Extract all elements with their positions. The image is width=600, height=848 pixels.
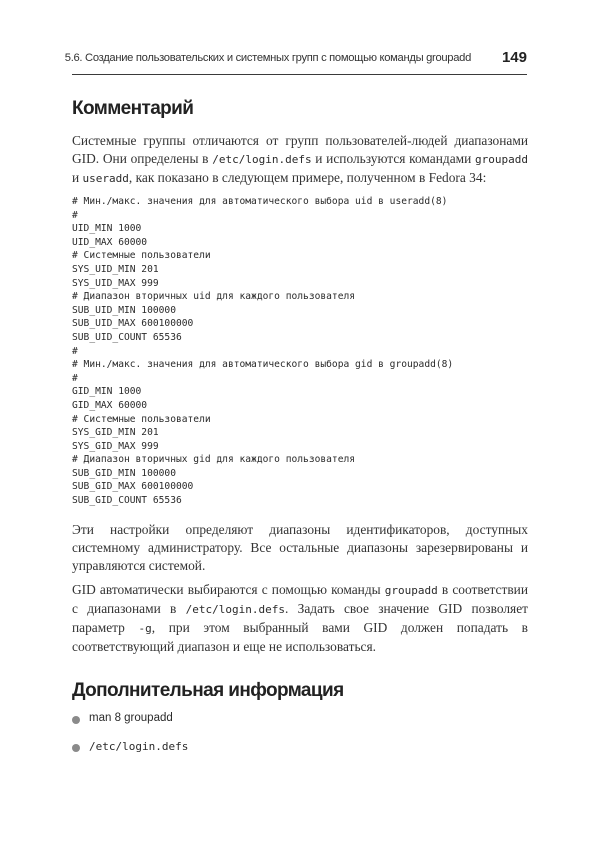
- inline-code-login-defs: /etc/login.defs: [212, 153, 312, 166]
- code-line: SUB_UID_COUNT 65536: [72, 331, 182, 343]
- code-line: # Системные пользователи: [72, 250, 211, 262]
- bullet-dot-icon: [72, 716, 80, 724]
- code-line: # Системные пользователи: [72, 413, 211, 425]
- code-line: SUB_GID_MAX 600100000: [72, 481, 194, 493]
- code-line: SUB_GID_COUNT 65536: [72, 495, 182, 507]
- bullet-dot-icon: [72, 744, 80, 752]
- code-line: SYS_UID_MIN 201: [72, 263, 159, 275]
- code-line: # Диапазон вторичных uid для каждого пользователя: [72, 291, 356, 303]
- code-line: # Диапазон вторичных gid для каждого пользователя: [72, 454, 356, 466]
- code-block-login-defs: [72, 195, 453, 508]
- running-header-title: 5.6. Создание пользовательских и системных групп с помощью команды groupadd: [64, 52, 471, 64]
- code-line: GID_MAX 60000: [72, 399, 148, 411]
- code-line: # Мин./макс. значения для автоматического выбора gid в groupadd(8): [72, 359, 454, 371]
- inline-code-login-defs-2: /etc/login.defs: [185, 603, 286, 616]
- intro-text-4: , как показано в следующем примере, полученном в Fedora 34:: [128, 170, 487, 185]
- para3-text-4: , при этом выбранный вами GID должен попадать в соответствующий диапазон и еще не использоваться.: [72, 620, 528, 654]
- code-line: SYS_GID_MAX 999: [72, 440, 159, 452]
- para3-text-1: GID автоматически выбираются с помощью команды: [72, 582, 385, 597]
- code-line: #: [72, 372, 78, 384]
- code-line: SUB_GID_MIN 100000: [72, 467, 176, 479]
- intro-text-1: Системные группы отличаются от групп пользователей-людей диапазонами GID. Они определены в: [72, 133, 528, 166]
- inline-code-groupadd-2: groupadd: [384, 584, 438, 597]
- inline-code-groupadd: groupadd: [475, 153, 528, 166]
- code-line: SUB_UID_MAX 600100000: [72, 318, 194, 330]
- running-header: [64, 48, 527, 75]
- code-line: # Мин./макс. значения для автоматического выбора uid в useradd(8): [72, 196, 448, 207]
- code-line: #: [72, 345, 78, 357]
- page-number: 149: [501, 49, 527, 66]
- section-heading-comment: Комментарий: [72, 98, 194, 119]
- paragraph-gid-selection: [72, 581, 528, 656]
- code-line: SUB_UID_MIN 100000: [72, 304, 176, 316]
- inline-code-useradd: useradd: [82, 172, 129, 185]
- code-line: SYS_UID_MAX 999: [72, 277, 159, 289]
- list-item-text: /etc/login.defs: [89, 740, 189, 753]
- para3-text-3: . Задать свое значение GID позволяет параметр: [72, 601, 528, 635]
- code-line: UID_MAX 60000: [72, 236, 148, 248]
- code-line: UID_MIN 1000: [72, 223, 142, 235]
- intro-paragraph: [72, 132, 528, 188]
- para3-text-2: в соответствии с диапазонами в: [72, 582, 528, 616]
- intro-text-2: и используются командами: [311, 151, 476, 166]
- intro-text-3: и: [72, 170, 83, 185]
- code-line: SYS_GID_MIN 201: [72, 427, 159, 439]
- code-line: #: [72, 209, 78, 221]
- list-item-text: man 8 groupadd: [89, 712, 173, 724]
- paragraph-ranges: Эти настройки определяют диапазоны идентификаторов, доступных системному администратору. Все остальные диапазоны зарезервированы и управляются системой.: [72, 522, 528, 573]
- section-heading-more-info: Дополнительная информация: [72, 680, 344, 701]
- code-line: GID_MIN 1000: [72, 386, 142, 398]
- inline-code-g-flag: -g: [138, 622, 152, 635]
